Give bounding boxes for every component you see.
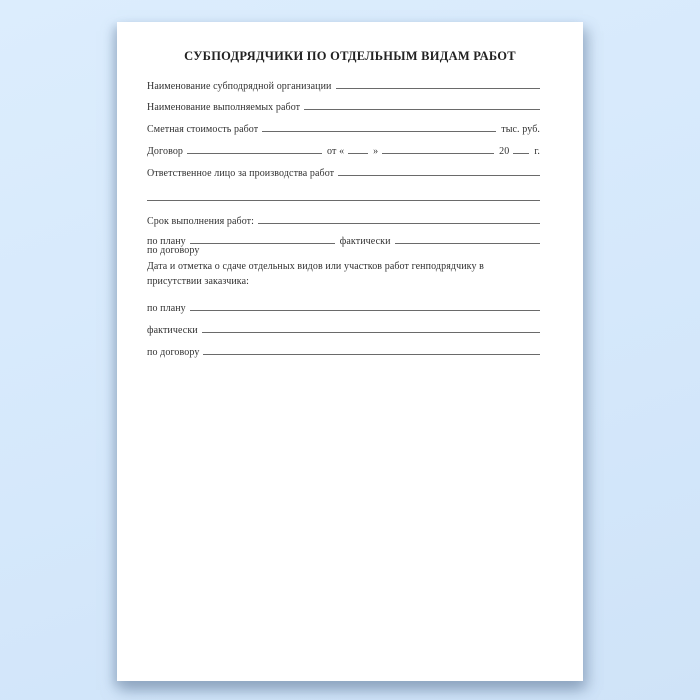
field-row-term — [147, 213, 540, 228]
term-blank-line — [258, 213, 540, 224]
organization-blank-line — [336, 78, 541, 89]
contract-day-blank-line — [348, 143, 368, 154]
handover-label-line2: присутствии заказчика: — [147, 276, 250, 287]
handover-fact-label: фактически — [147, 325, 198, 336]
contract-year-blank-line — [513, 143, 529, 154]
field-row-handover-plan — [147, 300, 540, 315]
contract-close-quote: » — [373, 146, 379, 157]
handover-plan-blank-line — [190, 300, 540, 311]
term-plan-blank-line — [190, 233, 335, 244]
responsible-label: Ответственное лицо за производства работ — [147, 168, 335, 179]
contract-label: Договор — [147, 146, 184, 157]
field-row-works — [147, 99, 540, 114]
contract-year-prefix: 20 — [499, 146, 510, 157]
field-row-responsible — [147, 165, 540, 180]
term-plan-label: по плану — [147, 236, 186, 247]
field-row-contract — [147, 143, 540, 158]
organization-label: Наименование субподрядной организации — [147, 81, 332, 92]
handover-plan-label: по плану — [147, 303, 186, 314]
cost-units-label: тыс. руб. — [501, 124, 540, 135]
term-fact-blank-line — [395, 233, 540, 244]
handover-text-line-2 — [147, 276, 540, 288]
handover-fact-blank-line — [202, 322, 540, 333]
field-row-term-by-contract — [147, 245, 540, 257]
field-row-handover-by-contract — [147, 344, 540, 359]
contract-date-from-label: от « — [327, 146, 345, 157]
document-title: СУБПОДРЯДЧИКИ ПО ОТДЕЛЬНЫМ ВИДАМ РАБОТ — [184, 49, 516, 63]
works-blank-line — [304, 99, 540, 110]
contract-number-blank-line — [187, 143, 322, 154]
handover-label-line1: Дата и отметка о сдаче отдельных видов или участков работ генподрядчику в — [147, 261, 484, 272]
term-by-contract-label: по договору — [147, 245, 200, 256]
responsible-blank-line — [338, 165, 540, 176]
document-page — [117, 22, 583, 681]
contract-year-suffix: г. — [534, 146, 540, 157]
contract-month-blank-line — [382, 143, 494, 154]
field-row-organization — [147, 78, 540, 93]
field-row-handover-fact — [147, 322, 540, 337]
term-fact-label: фактически — [339, 236, 391, 247]
field-row-cost — [147, 121, 540, 136]
handover-by-contract-blank-line — [203, 344, 540, 355]
works-label: Наименование выполняемых работ — [147, 102, 301, 113]
cost-label: Сметная стоимость работ — [147, 124, 259, 135]
responsible-blank-line-2 — [147, 190, 540, 201]
field-row-responsible-continuation — [147, 190, 540, 199]
handover-by-contract-label: по договору — [147, 347, 200, 358]
term-label: Срок выполнения работ: — [147, 216, 255, 227]
cost-blank-line — [262, 121, 496, 132]
handover-text-line-1 — [147, 261, 540, 273]
